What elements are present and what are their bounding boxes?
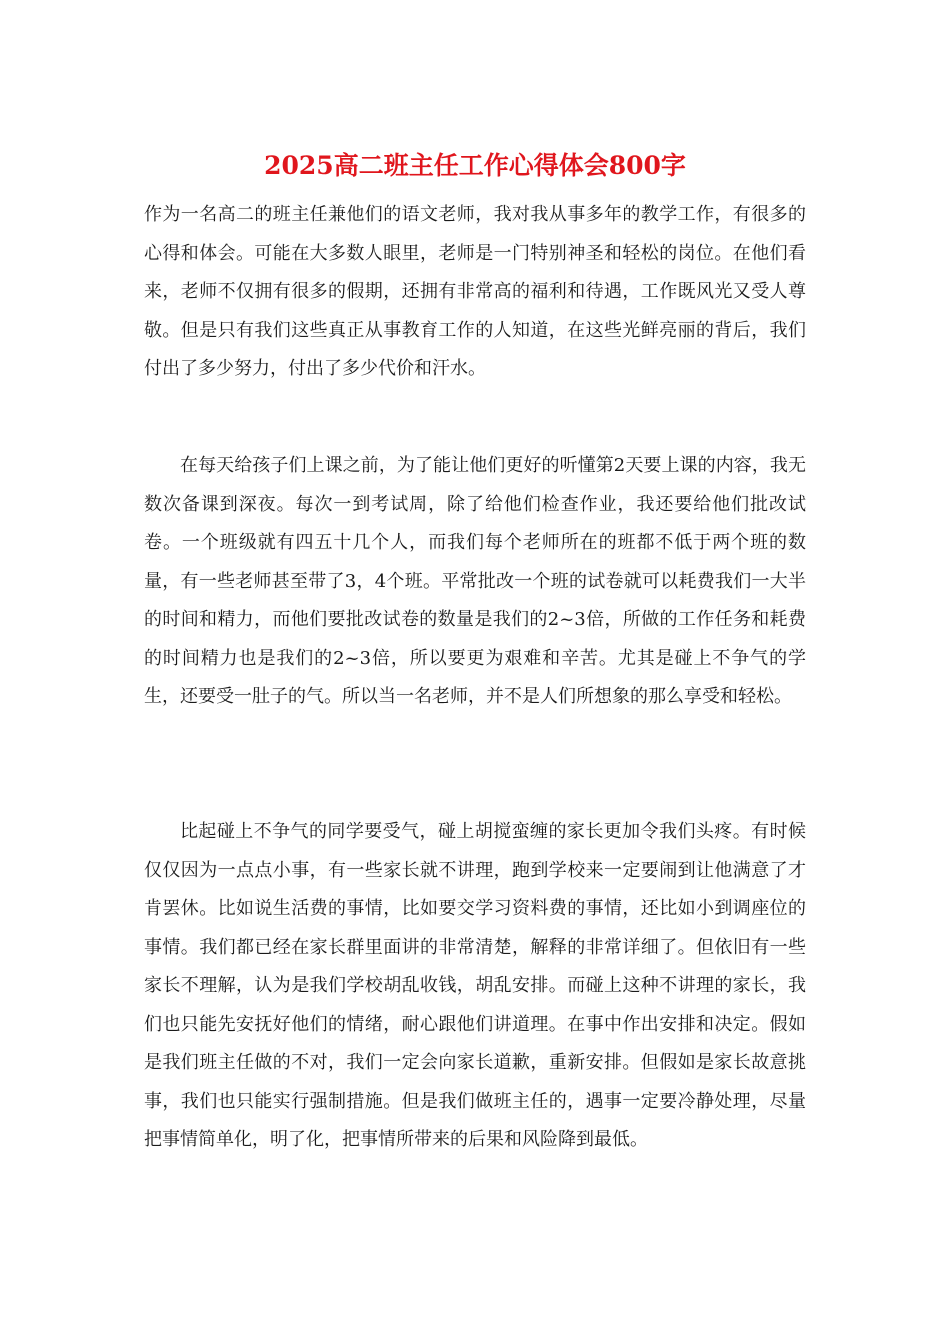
- paragraph-2: 在每天给孩子们上课之前，为了能让他们更好的听懂第2天要上课的内容，我无数次备课到深夜。每次一到考试周，除了给他们检查作业，我还要给他们批改试卷。一个班级就有四五十几个人，而我们每个老师所在的班都不低于两个班的数量，有一些老师甚至带了3，4个班。平常批改一个班的试卷就可以耗费我们一大半的时间和精力，而他们要批改试卷的数量是我们的2~3倍，所做的工作任务和耗费的时间精力也是我们的2~3倍，所以要更为艰难和辛苦。尤其是碰上不争气的学生，还要受一肚子的气。所以当一名老师，并不是人们所想象的那么享受和轻松。: [144, 455, 806, 707]
- paragraph-1: 作为一名高二的班主任兼他们的语文老师，我对我从事多年的教学工作，有很多的心得和体会。可能在大多数人眼里，老师是一门特别神圣和轻松的岗位。在他们看来，老师不仅拥有很多的假期，还拥有非常高的福利和待遇，工作既风光又受人尊敬。但是只有我们这些真正从事教育工作的人知道，在这些光鲜亮丽的背后，我们付出了多少努力，付出了多少代价和汗水。: [144, 204, 806, 379]
- document-title: 2025高二班主任工作心得体会800字: [264, 151, 686, 180]
- paragraph-3: 比起碰上不争气的同学要受气，碰上胡搅蛮缠的家长更加令我们头疼。有时候仅仅因为一点点小事，有一些家长就不讲理，跑到学校来一定要闹到让他满意了才肯罢休。比如说生活费的事情，比如要交学习资料费的事情，还比如小到调座位的事情。我们都已经在家长群里面讲的非常清楚，解释的非常详细了。但依旧有一些家长不理解，认为是我们学校胡乱收钱，胡乱安排。而碰上这种不讲理的家长，我们也只能先安抚好他们的情绪，耐心跟他们讲道理。在事中作出安排和决定。假如是我们班主任做的不对，我们一定会向家长道歉，重新安排。但假如是家长故意挑事，我们也只能实行强制措施。但是我们做班主任的，遇事一定要冷静处理，尽量把事情简单化，明了化，把事情所带来的后果和风险降到最低。: [144, 821, 806, 1150]
